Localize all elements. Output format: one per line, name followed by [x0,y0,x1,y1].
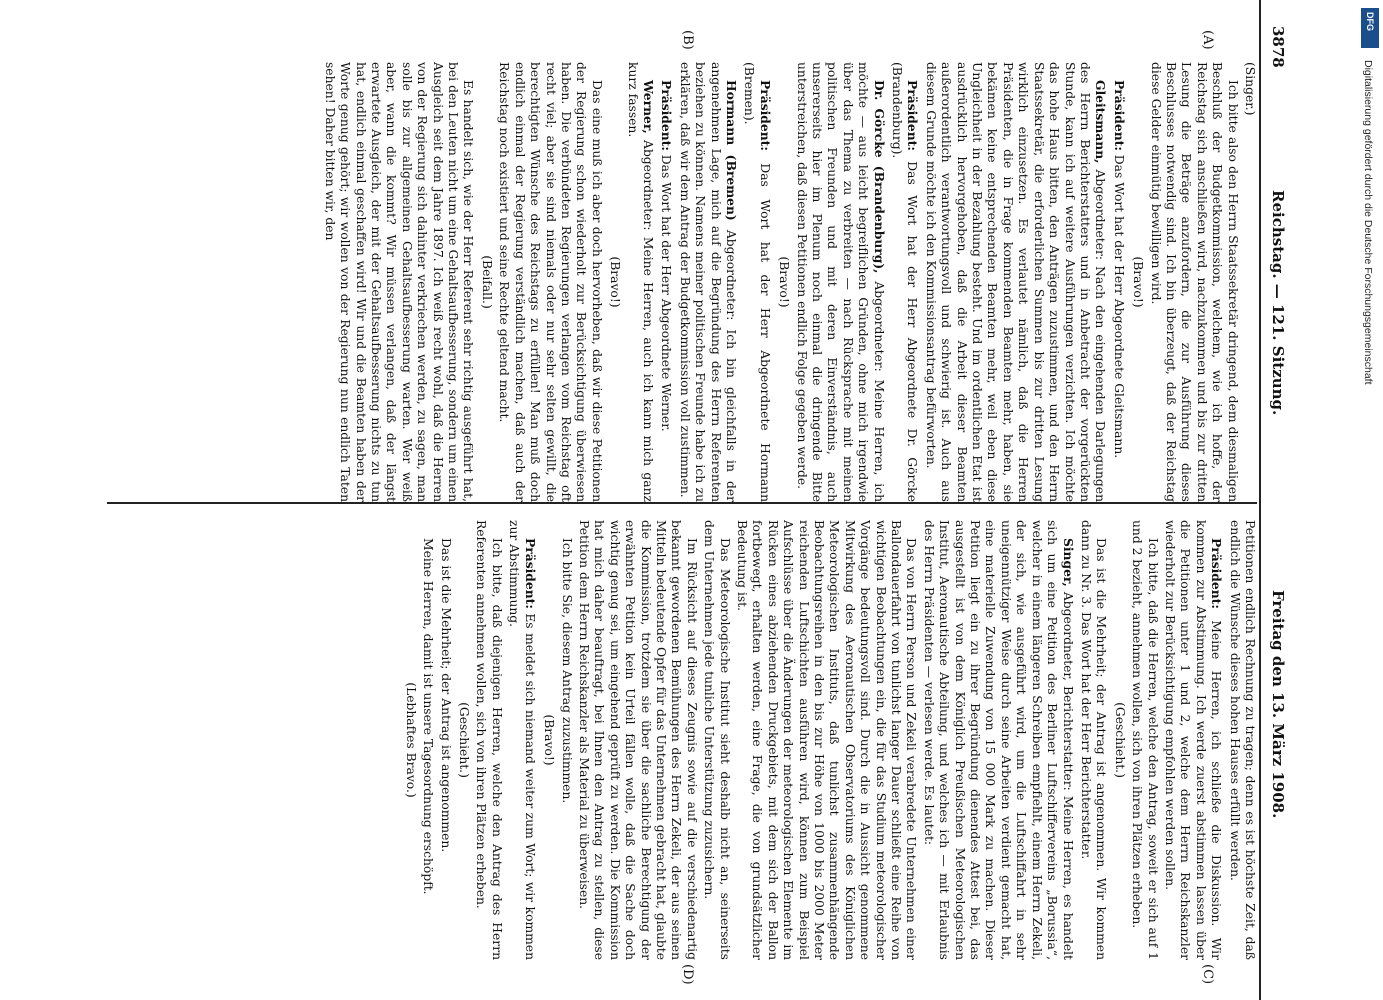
quoted-attest: Das Meteorologische Institut sieht deshalb nicht an, seinerseits dem Unternehmen jede tunliche Unterstützung zuzusichern. [702,520,732,960]
speaker-continuation: (Singer.) [1243,62,1257,116]
paragraph: Ich bitte, daß die Herren, welche den Antrag, soweit er sich auf 1 und 2 bezieht, annehmen wollen, sich von ihren Plätzen erheben. [1130,520,1160,960]
page-header [1259,0,1295,1000]
paragraph: Hormann (Bremen) Abgeordneter: Ich bin gleichfalls in der angenehmen Lage, mich auf die Begründung des Herrn Referenten beziehen zu können. Namens meiner politischen Freunde habe ich zu erklären, daß wir dem Antrag der Budgetkommission voll zustimmen. [677,62,739,502]
paragraph: Das ist die Mehrheit; der Antrag ist angenommen. [438,538,453,853]
interjection: (Bravo!) [1131,256,1146,308]
paragraph: Präsident: Es meldet sich niemand weiter zum Wort; wir kommen zur Abstimmung. [507,520,538,960]
margin-mark-b: (B) [680,30,695,50]
paragraph: Ich bitte Sie, diesem Antrag zuzustimmen. [559,538,574,804]
page-number: 3878 [1269,26,1287,68]
paragraph: Singer, Abgeordneter, Berichterstatter: Meine Herren, es handelt sich um eine Petition des Berliner Luftschiffervereins „Borussia“, welcher in einem längeren Schreiben empfiehlt, einem Herrn Zekeli, der sich, wie ausgeführt wird, um die Luftschiffahrt in sehr uneigennütziger Weise durch seine Arbeiten verdient gemacht hat, eine materielle Zuwendung von 15 000 Mark zu machen. Dieser Petition liegt ein zu ihrer Begründung dienendes Attest bei, das ausgestellt ist von dem Königlich Preußischen Meteorologischen Institut, Aeronautische Abteilung, und welches ich — mit Erlaubnis des Herrn Präsidenten — verlesen werde. Es lautet: [921,520,1076,960]
interjection: (Geschieht.) [457,702,472,778]
paragraph: Dr. Görcke (Brandenburg), Abgeordneter: Meine Herren, ich möchte — aus leicht begreiflichen Gründen, ohne mich irgendwie über das Thema zu verbreiten — nach Rücksprache mit meinen politischen Freunden und mit deren Einverständnis, auch unsererseits hier im Plenum noch einmal die dringende Bitte unterstreichen, daß diesen Petitionen endlich Folge gegeben werde. [794,62,887,502]
paragraph: Gleitsmann, Abgeordneter: Nach den eingehenden Darlegungen des Herrn Berichterstatters und in Anbetracht der vorgerückten Stunde, kann ich auf weitere Ausführungen verzichten. Ich möchte das hohe Haus bitten, den Anträgen zuzustimmen, und den Herrn Staatssekretär, die erforderlichen Summen bis zur dritten Lesung wirklich einzusetzen. Es verlautet nämlich, daß die Herren Präsidenten, die in Frage kommenden Beamten mehr, haben, sie bekämen keine entsprechenden Beamten mehr, weil eben diese Ungleichheit in der Bezahlung besteht. Und im ordentlichen Etat ist ausdrücklich hervorgehoben, daß die Arbeit dieser Beamten außerordentlich verantwortungsvoll und schwierig ist. Auch aus diesem Grunde möchte ich den Kommissionsantrag befürworten. [923,62,1109,502]
paragraph: Präsident: Das Wort hat der Herr Abgeordnete Werner. [659,80,675,432]
paragraph: Meine Herren, damit ist unsere Tagesordnung erschöpft. [421,538,436,895]
paragraph: Werner, Abgeordneter: Meine Herren, auch ich kann mich ganz kurz fassen. [625,62,656,502]
paragraph: Das eine muß ich aber doch hervorheben, daß wir diese Petitionen der Regierung schon wiederholt zur Berücksichtigung überwiesen haben. Die verbündeten Regierungen verlangen vom Reichstag oft recht viel; aber sie sind niemals oder nur sehr selten gewillt, die berechtigten Wünsche des Reichstags zu erfüllen! Man muß doch endlich einmal der Regierung verständlich machen, daß auch der Reichstag noch existiert und seine Rechte geltend macht. [497,62,604,502]
paragraph: Präsident: Das Wort hat der Herr Abgeordnete Dr. Görcke (Brandenburg). [890,62,921,502]
text-column-left [107,62,1257,502]
paragraph: Im Rücksicht auf dieses Zeugnis sowie auf die verschiedenartig bekannt gewordenen Bemühungen des Herrn Zekeli, der aus seinen Mitteln bedeutende Opfer für das Unternehmen gebracht hat, glaubte die Kommission, trotzdem sie über die sachliche Berechtigung der erwähnten Petition kein Urteil fällen wolle, daß die Sache doch wichtig genug sei, um eingehend geprüft zu werden. Die Kommission hat mich daher beauftragt, bei Ihnen den Antrag zu stellen, diese Petition dem Herrn Reichskanzler als Material zu überweisen. [576,520,699,960]
paragraph: Präsident: Das Wort hat der Herr Abgeordnete Hormann (Bremen). [742,62,773,502]
interjection: (Beifall.) [479,255,494,309]
interjection: (Bravo!) [542,714,557,766]
quoted-attest: Das von Herrn Person und Zekeli verabredete Unternehmen einer Ballondauerfahrt von tunlichst langer Dauer schließt eine Reihe von wichtigen Beobachtungen ein, die für das Studium meteorologischer Vorgänge bedeutungsvoll sind. Durch die in Aussicht genommene Mitwirkung des Aeronautischen Observatoriums des Königlichen Meteorologischen Instituts, daß tunlichst zusammenhängende Beobachtungsreihen in den bis zur Höhe von 1000 bis 2000 Meter reichenden Luftschichten ausführen wird, können zum Beispiel Aufschlüsse über die Änderungen der meteorologischen Elemente im Rücken eines abziehenden Druckgebiets, mit dem sich der Ballon fortbewegt, erhalten werden, eine Frage, die von grundsätzlicher Bedeutung ist. [735,520,919,960]
digitization-credit: Digitalisierung gefördert durch die Deutsche Forschungsgemeinschaft [1362,60,1374,385]
interjection: (Lebhaftes Bravo.) [403,682,418,798]
text-column-right [107,520,1257,960]
column-divider [107,502,1257,504]
paragraph: Präsident: Das Wort hat der Herr Abgeordnete Gleitsmann. [1111,80,1127,459]
dfg-logo: DFG [1361,8,1379,48]
paragraph: Ich bitte, daß diejenigen Herren, welche den Antrag des Herrn Referenten annehmen wollen, sich von ihren Plätzen erheben. [474,520,504,960]
margin-mark-a: (A) [1200,30,1215,50]
header-right-title: Freitag den 13. März 1908. [1269,590,1287,819]
interjection: (Bravo!) [777,256,792,308]
rotated-sheet [55,0,1325,1000]
margin-mark-d: (D) [680,964,695,985]
header-left-title: Reichstag. — 121. Sitzung. [1269,190,1287,416]
margin-mark-c: (C) [1200,964,1215,985]
paragraph: Petitionen endlich Rechnung zu tragen; denn es ist höchste Zeit, daß endlich die Wünsche dieses hohen Hauses erfüllt werden. [1227,520,1257,960]
paragraph: Das ist die Mehrheit; der Antrag ist angenommen. Wir kommen dann zu Nr. 3. Das Wort hat der Herr Berichterstatter. [1078,520,1109,960]
paragraph: Ich bitte also den Herrn Staatssekretär dringend, dem diesmaligen Beschluß der Budgetkommission, welchem, wie ich hoffe, der Reichstag sich anschließen wird, nachzukommen und bis zur dritten Lesung die Beträge anzufordern, die zur Ausführung dieses Beschlusses notwendig sind. Ich bin überzeugt, daß der Reichstag diese Gelder einmütig bewilligen wird. [1148,62,1240,502]
paragraph: Es handelt sich, wie der Herr Referent sehr richtig ausgeführt hat, bei den Leuten nicht um eine Gehaltsaufbesserung, sondern um einen Ausgleich seit dem Jahre 1897. Ich weiß recht wohl, daß die Herren von der Regierung sich dahinter verkriechen werden, zu sagen, man solle bis zur allgemeinen Gehaltsaufbesserung warten. Wer weiß aber, wann die kommt? Wir müssen verlangen, daß der längst erwartete Ausgleich, der mit der Gehaltsaufbesserung nichts zu tun hat, endlich einmal geschaffen wird! Wir und die Beamten haben der Worte genug gehört; wir wollen von der Regierung nun endlich Taten sehen! Daher bitten wir, den [322,62,476,502]
interjection: (Bravo!) [608,256,623,308]
interjection: (Geschieht.) [1112,702,1127,778]
paragraph: Präsident: Meine Herren, ich schließe die Diskussion. Wir kommen zur Abstimmung. Ich werde zuerst abstimmen lassen über die Petitionen unter 1 und 2, welche dem Herrn Reichskanzler wiederholt zur Berücksichtigung empfohlen werden sollen. [1162,520,1225,960]
